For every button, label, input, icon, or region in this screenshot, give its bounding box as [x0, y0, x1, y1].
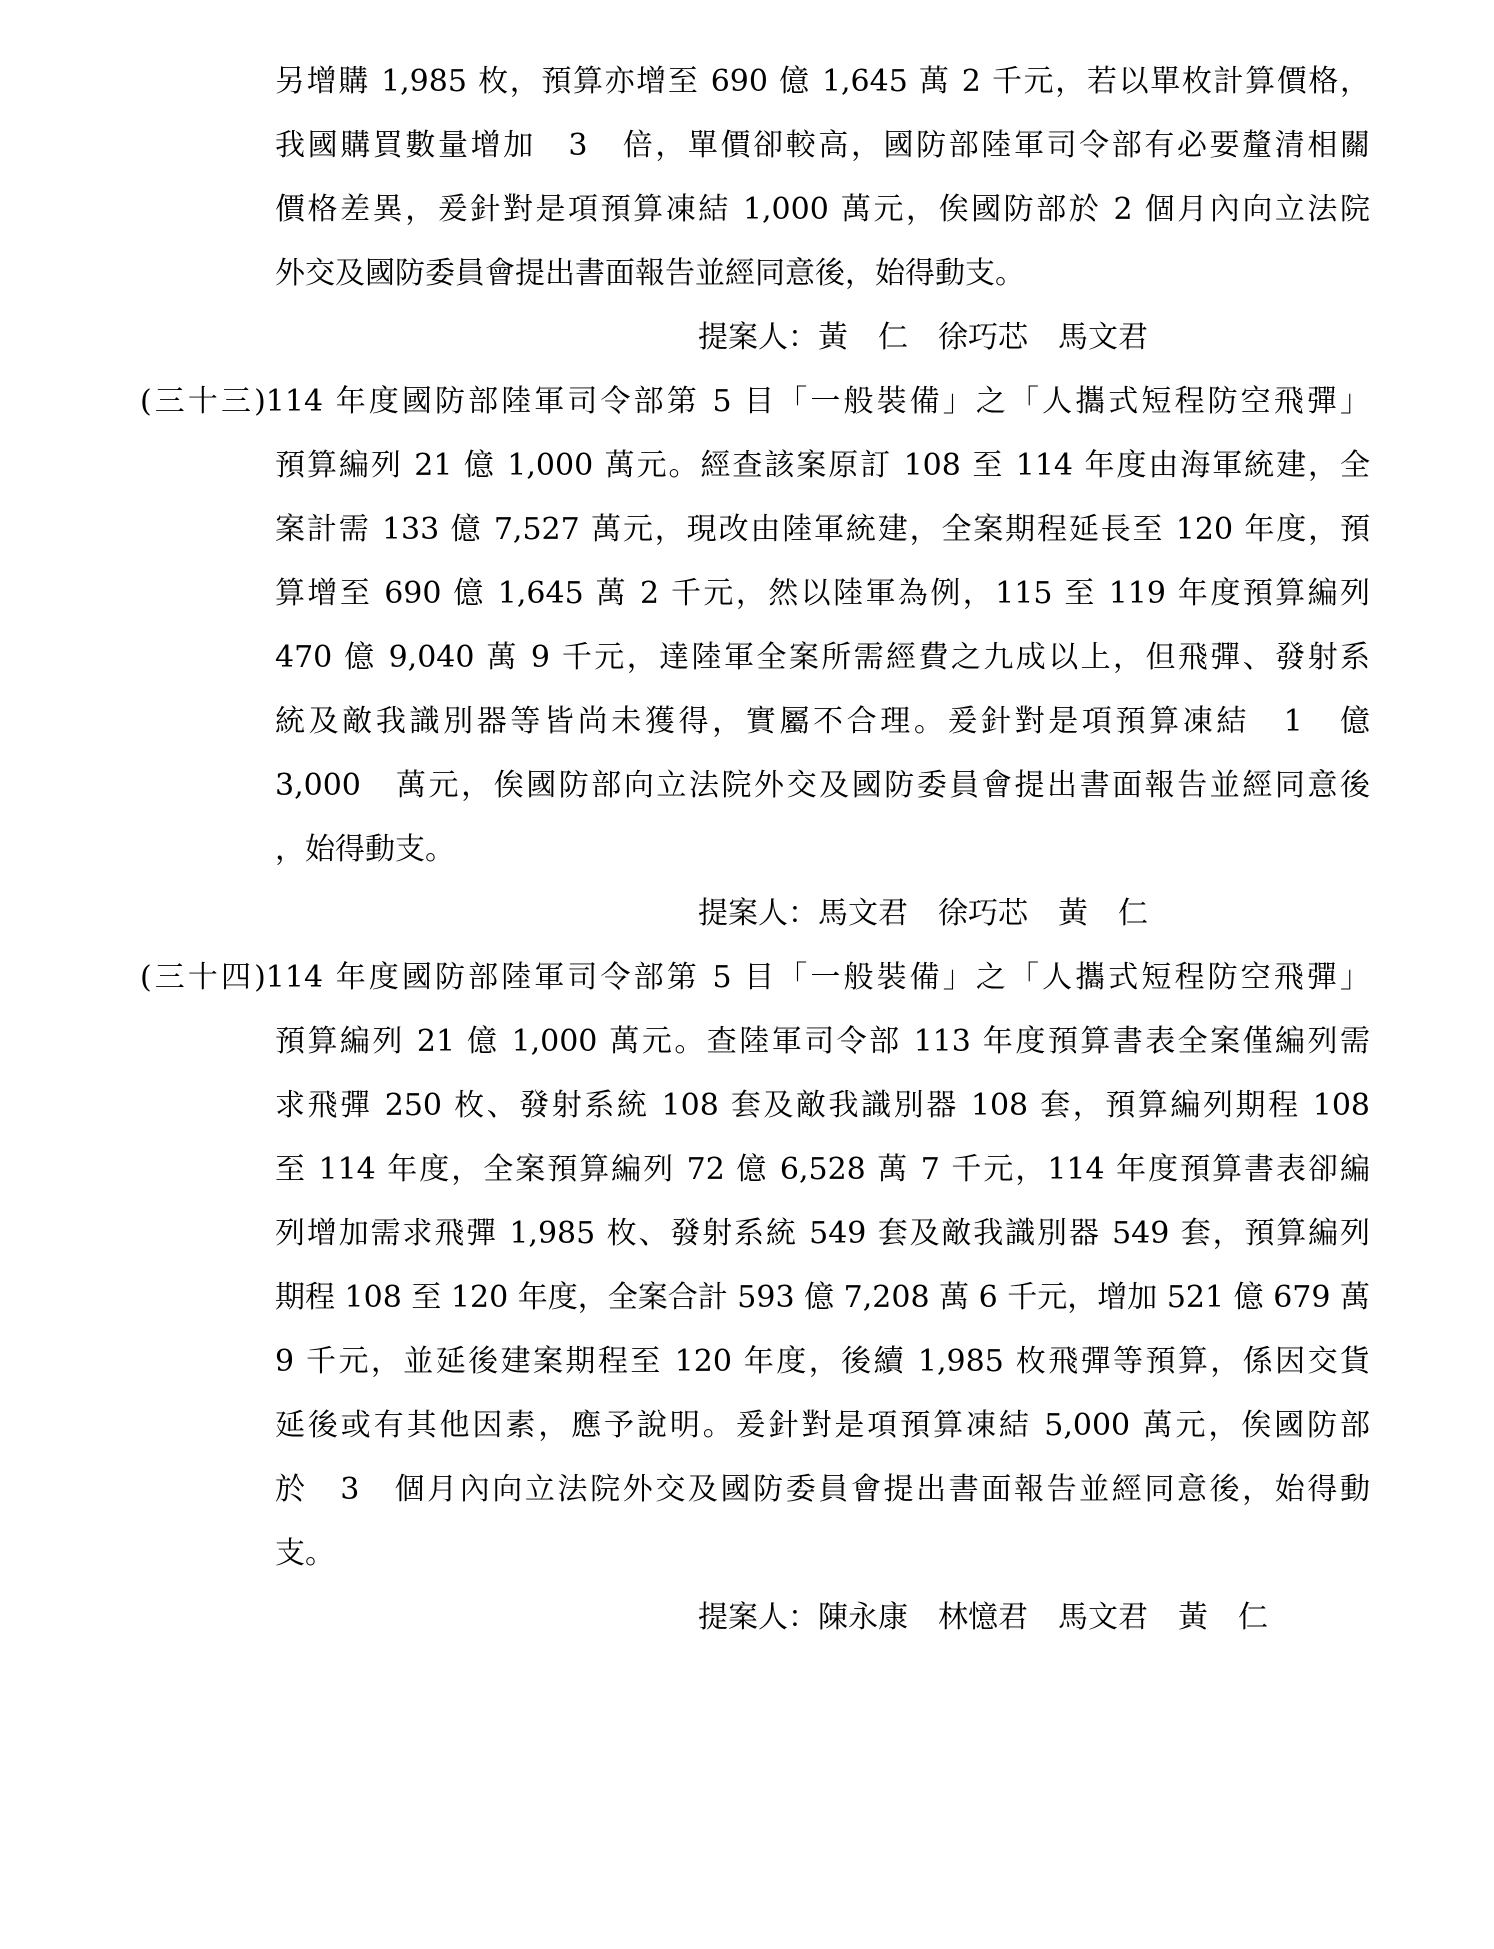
item33-proposer: 提案人：馬文君 徐巧芯 黃 仁 [698, 896, 1148, 931]
item33-line-2: 案計需 133 億 7,527 萬元，現改由陸軍統建，全案期程延長至 120 年度，預 [275, 512, 1370, 547]
item33-heading: (三十三)114 年度國防部陸軍司令部第 5 目「一般裝備」之「人攜式短程防空飛彈」 [140, 384, 1370, 419]
item34-proposer: 提案人：陳永康 林憶君 馬文君 黃 仁 [698, 1600, 1268, 1635]
item34-line-1: 預算編列 21 億 1,000 萬元。查陸軍司令部 113 年度預算書表全案僅編列需 [275, 1024, 1370, 1059]
item33-line-3: 算增至 690 億 1,645 萬 2 千元，然以陸軍為例，115 至 119 年度預算編列 [275, 576, 1370, 611]
item34-line-4: 列增加需求飛彈 1,985 枚、發射系統 549 套及敵我識別器 549 套，預算編列 [275, 1216, 1370, 1251]
intro-line-1: 另增購 1,985 枚，預算亦增至 690 億 1,645 萬 2 千元，若以單枚計算價格， [275, 64, 1370, 99]
item33-line-5: 統及敵我識別器等皆尚未獲得，實屬不合理。爰針對是項預算凍結 1 億 [275, 704, 1370, 739]
item33-line-6: 3,000 萬元，俟國防部向立法院外交及國防委員會提出書面報告並經同意後 [275, 768, 1370, 803]
item34-line-9: 支。 [275, 1536, 335, 1571]
item34-line-2: 求飛彈 250 枚、發射系統 108 套及敵我識別器 108 套，預算編列期程 108 [275, 1088, 1370, 1123]
intro-proposer: 提案人：黃 仁 徐巧芯 馬文君 [698, 320, 1148, 355]
item33-line-1: 預算編列 21 億 1,000 萬元。經查該案原訂 108 至 114 年度由海軍統建，全 [275, 448, 1370, 483]
item34-line-5: 期程 108 至 120 年度，全案合計 593 億 7,208 萬 6 千元，增加 521 億 679 萬 [275, 1280, 1370, 1315]
item34-line-6: 9 千元，並延後建案期程至 120 年度，後續 1,985 枚飛彈等預算，係因交貨 [275, 1344, 1370, 1379]
item34-line-7: 延後或有其他因素，應予說明。爰針對是項預算凍結 5,000 萬元，俟國防部 [275, 1408, 1370, 1443]
item33-line-4: 470 億 9,040 萬 9 千元，達陸軍全案所需經費之九成以上，但飛彈、發射系 [275, 640, 1370, 675]
intro-line-2: 我國購買數量增加 3 倍，單價卻較高，國防部陸軍司令部有必要釐清相關 [275, 128, 1370, 163]
intro-line-3: 價格差異，爰針對是項預算凍結 1,000 萬元，俟國防部於 2 個月內向立法院 [275, 192, 1370, 227]
item34-heading: (三十四)114 年度國防部陸軍司令部第 5 目「一般裝備」之「人攜式短程防空飛彈」 [140, 960, 1370, 995]
item34-line-3: 至 114 年度，全案預算編列 72 億 6,528 萬 7 千元，114 年度預算書表卻編 [275, 1152, 1370, 1187]
item33-line-7: ，始得動支。 [275, 832, 455, 867]
item34-line-8: 於 3 個月內向立法院外交及國防委員會提出書面報告並經同意後，始得動 [275, 1472, 1370, 1507]
intro-line-4: 外交及國防委員會提出書面報告並經同意後，始得動支。 [275, 256, 1025, 291]
